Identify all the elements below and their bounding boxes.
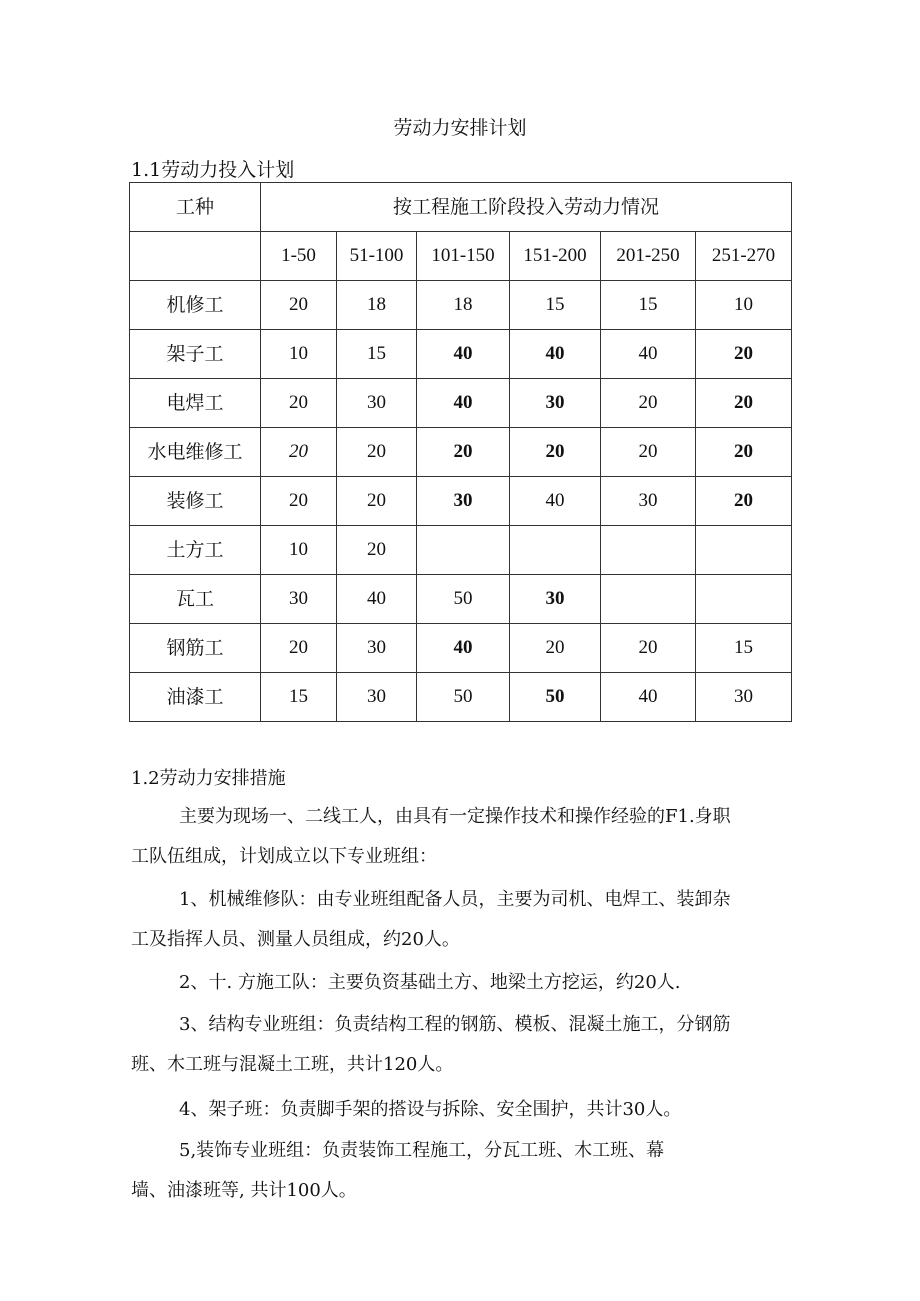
value-cell: 40 <box>510 330 601 379</box>
value-cell <box>696 526 792 575</box>
table-row <box>130 575 792 624</box>
table-header-row <box>130 183 792 232</box>
stage-header: 151-200 <box>510 232 601 281</box>
stage-header: 101-150 <box>417 232 510 281</box>
stage-header: 1-50 <box>261 232 337 281</box>
paragraph-line: 主要为现场一、二线工人，由具有一定操作技术和操作经验的F1.身职 <box>179 806 731 827</box>
value-cell: 30 <box>510 379 601 428</box>
value-cell: 20 <box>337 477 417 526</box>
stage-header: 201-250 <box>601 232 696 281</box>
trade-name: 水电维修工 <box>130 428 261 477</box>
paragraph-line: 1、机械维修队：由专业班组配备人员，主要为司机、电焊工、装卸杂 <box>179 889 731 910</box>
value-cell: 50 <box>510 673 601 722</box>
value-cell: 20 <box>601 379 696 428</box>
table-row <box>130 477 792 526</box>
table-row <box>130 526 792 575</box>
value-cell: 30 <box>261 575 337 624</box>
stage-span-header: 按工程施工阶段投入劳动力情况 <box>261 183 792 232</box>
trade-column-header: 工种 <box>130 183 261 232</box>
value-cell: 20 <box>417 428 510 477</box>
value-cell: 20 <box>261 624 337 673</box>
trade-name: 瓦工 <box>130 575 261 624</box>
value-cell: 15 <box>337 330 417 379</box>
paragraph-line: 班、木工班与混凝土工班，共计120人。 <box>131 1054 454 1075</box>
paragraph-line: 4、架子班：负责脚手架的搭设与拆除、安全围护，共计30人。 <box>179 1099 682 1120</box>
paragraph-line: 工及指挥人员、测量人员组成，约20人。 <box>131 929 460 950</box>
paragraph-item-5 <box>131 1131 731 1211</box>
value-cell: 50 <box>417 575 510 624</box>
trade-name: 架子工 <box>130 330 261 379</box>
value-cell <box>696 575 792 624</box>
value-cell: 40 <box>417 330 510 379</box>
value-cell: 20 <box>601 428 696 477</box>
value-cell: 50 <box>417 673 510 722</box>
value-cell: 20 <box>261 428 337 477</box>
value-cell: 15 <box>510 281 601 330</box>
value-cell: 40 <box>417 379 510 428</box>
section-1-heading: 1.1劳动力投入计划 <box>131 159 295 181</box>
labor-plan-table <box>129 182 792 722</box>
value-cell: 40 <box>601 673 696 722</box>
table-row <box>130 281 792 330</box>
value-cell: 20 <box>696 379 792 428</box>
section-2-heading: 1.2劳动力安排措施 <box>131 768 286 789</box>
value-cell: 20 <box>696 330 792 379</box>
value-cell: 40 <box>337 575 417 624</box>
value-cell: 10 <box>261 526 337 575</box>
value-cell: 18 <box>337 281 417 330</box>
value-cell: 20 <box>696 428 792 477</box>
trade-name: 油漆工 <box>130 673 261 722</box>
value-cell <box>510 526 601 575</box>
stage-header-row <box>130 232 792 281</box>
paragraph-item-3 <box>131 1005 731 1085</box>
paragraph-line: 2、十. 方施工队：主要负资基础土方、地梁土方挖运，约20人. <box>179 972 681 993</box>
value-cell: 20 <box>601 624 696 673</box>
value-cell: 20 <box>510 624 601 673</box>
value-cell: 40 <box>510 477 601 526</box>
value-cell: 20 <box>696 477 792 526</box>
paragraph-item-4 <box>131 1090 731 1130</box>
value-cell: 20 <box>510 428 601 477</box>
value-cell: 30 <box>696 673 792 722</box>
value-cell: 15 <box>261 673 337 722</box>
value-cell: 30 <box>337 379 417 428</box>
table-row <box>130 330 792 379</box>
value-cell: 40 <box>601 330 696 379</box>
value-cell: 30 <box>337 624 417 673</box>
empty-header-cell <box>130 232 261 281</box>
trade-name: 电焊工 <box>130 379 261 428</box>
value-cell <box>601 526 696 575</box>
trade-name: 土方工 <box>130 526 261 575</box>
stage-header: 251-270 <box>696 232 792 281</box>
page-title: 劳动力安排计划 <box>393 117 527 139</box>
trade-name: 钢筋工 <box>130 624 261 673</box>
trade-name: 机修工 <box>130 281 261 330</box>
value-cell: 18 <box>417 281 510 330</box>
table-row <box>130 379 792 428</box>
value-cell <box>601 575 696 624</box>
stage-header: 51-100 <box>337 232 417 281</box>
paragraph-item-2 <box>131 963 731 1003</box>
value-cell: 40 <box>417 624 510 673</box>
paragraph-intro <box>131 797 731 877</box>
value-cell: 20 <box>337 428 417 477</box>
paragraph-line: 墙、油漆班等, 共计100人。 <box>131 1180 357 1201</box>
value-cell: 30 <box>337 673 417 722</box>
value-cell: 20 <box>261 281 337 330</box>
value-cell: 20 <box>337 526 417 575</box>
paragraph-item-1 <box>131 880 731 960</box>
value-cell: 10 <box>261 330 337 379</box>
trade-name: 装修工 <box>130 477 261 526</box>
value-cell: 30 <box>601 477 696 526</box>
value-cell: 30 <box>510 575 601 624</box>
value-cell: 10 <box>696 281 792 330</box>
value-cell: 20 <box>261 379 337 428</box>
table-row <box>130 624 792 673</box>
value-cell <box>417 526 510 575</box>
value-cell: 30 <box>417 477 510 526</box>
paragraph-line: 3、结构专业班组：负责结构工程的钢筋、模板、混凝土施工，分钢筋 <box>179 1014 731 1035</box>
value-cell: 15 <box>601 281 696 330</box>
table-row <box>130 673 792 722</box>
value-cell: 20 <box>261 477 337 526</box>
value-cell: 15 <box>696 624 792 673</box>
paragraph-line: 工队伍组成，计划成立以下专业班组： <box>131 846 437 867</box>
paragraph-line: 5,装饰专业班组：负责装饰工程施工，分瓦工班、木工班、幕 <box>179 1140 665 1161</box>
table-row <box>130 428 792 477</box>
